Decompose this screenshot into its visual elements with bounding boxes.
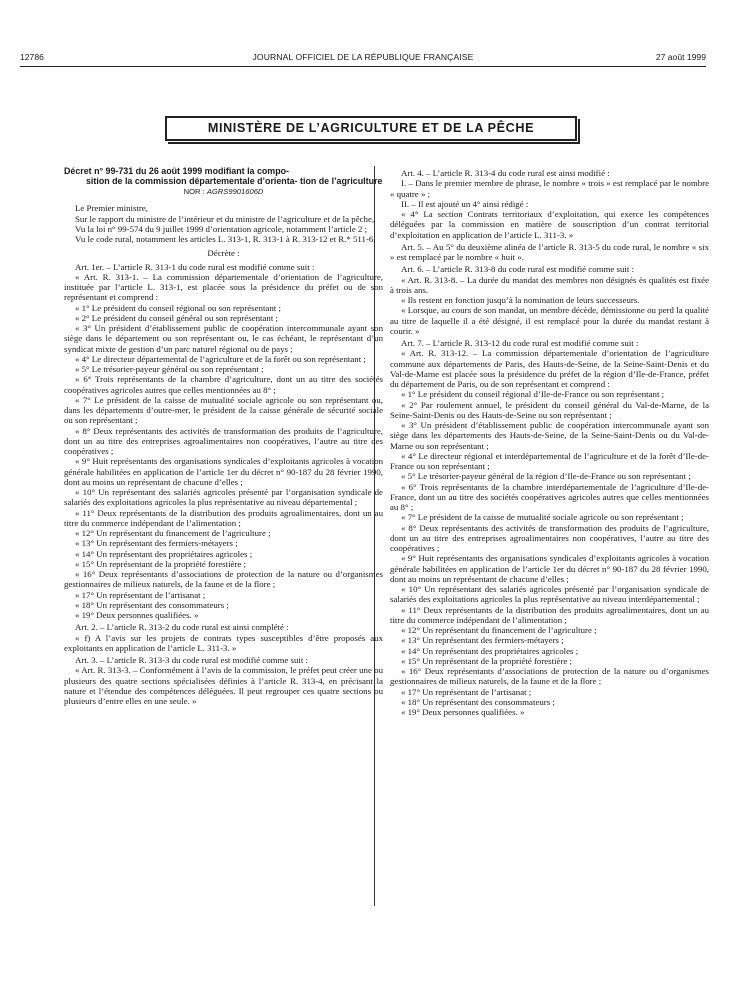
left-body — [64, 203, 383, 706]
paragraph: « 2° Par roulement annuel, le président du conseil général du Val-de-Marne, de la Seine-Saint-Denis ou des Hauts-de-Seine ou son représentant ; — [390, 399, 709, 420]
paragraph: « Ils restent en fonction jusqu’à la nomination de leurs successeurs. — [401, 295, 640, 305]
paragraph: « 15° Un représentant de la propriété forestière ; — [75, 558, 247, 569]
paragraph: « 16° Deux représentants d’associations de protection de la nature ou d’organismes gestionnaires de milieux naturels, de la faune et de la flore ; — [64, 569, 383, 590]
paragraph: « 14° Un représentant des propriétaires agricoles ; — [401, 645, 579, 656]
page-header — [20, 52, 706, 64]
paragraph: « 4° Le directeur départemental de l’agriculture et de la forêt ou son représentant ; — [75, 353, 366, 364]
paragraph: « 7° Le président de la caisse de mutualité sociale agricole ou son représentant ou, dans les départements d’outre-mer, le président de la caisse générale de sécurité sociale ou son représentant ; — [64, 394, 383, 426]
paragraph: « 19° Deux personnes qualifiées. » — [401, 707, 525, 717]
paragraph: Art. 1er. – L’article R. 313-1 du code rural est modifié comme suit : — [75, 261, 315, 272]
paragraph: « 17° Un représentant de l’artisanat ; — [401, 686, 532, 697]
paragraph: « 18° Un représentant des consommateurs ; — [75, 599, 229, 610]
paragraph: II. – Il est ajouté un 4° ainsi rédigé : — [401, 198, 529, 209]
paragraph: « 19° Deux personnes qualifiées. » — [75, 610, 199, 621]
paragraph: « 13° Un représentant des fermiers-métayers ; — [75, 538, 238, 549]
paragraph: « 15° Un représentant de la propriété forestière ; — [401, 655, 573, 666]
paragraph: « 9° Huit représentants des organisations syndicales d’exploitants agricoles à vocation générale habilitées en application de l’article 1er du décret n° 90-187 du 28 février 1990, dont au moins un représentant de chacune d’elles ; — [64, 456, 383, 487]
paragraph: « 10° Un représentant des salariés agricoles présenté par l’organisation syndicale de salariés des exploitations agricoles la plus représentative au niveau interdépartemental ; — [390, 584, 709, 605]
paragraph: « 11° Deux représentants de la distribution des produits agroalimentaires, dont un au titre du commerce indépendant de l’alimentation ; — [64, 507, 383, 528]
decree-title-line1: Décret n° 99-731 du 26 août 1999 modifiant la compo- — [64, 166, 289, 176]
nor-reference — [64, 187, 383, 197]
decree-title — [64, 167, 383, 186]
paragraph: « 5° Le trésorier-payeur général de la région d’Ile-de-France ou son représentant ; — [401, 471, 691, 482]
paragraph: « 1° Le président du conseil régional d’Ile-de-France ou son représentant ; — [401, 389, 665, 400]
paragraph: Art. 7. – L’article R. 313-12 du code rural est modifié comme suit : — [401, 338, 639, 348]
paragraph: « 9° Huit représentants des organisations syndicales d’exploitants agricoles à vocation générale habilitées en application de l’article 1er du décret n° 90-187 du 28 février 1990, dont au moins un représentant de chacune d’elles ; — [390, 553, 709, 584]
paragraph: « 1° Le président du conseil régional ou son représentant ; — [75, 302, 281, 313]
paragraph: Art. 3. – L’article R. 313-3 du code rural est modifié comme suit : — [75, 655, 308, 666]
paragraph: « 6° Trois représentants de la chambre d’agriculture, dont un au titre des sociétés coopératives agricoles autres que celles mentionnées au 8° ; — [64, 374, 383, 395]
paragraph: Vu la loi n° 99-574 du 9 juillet 1999 d’orientation agricole, notamment l’article 2 ; — [75, 223, 368, 234]
header-rule — [20, 66, 706, 67]
paragraph: « 11° Deux représentants de la distribution des produits agroalimentaires, dont un au titre du commerce indépendant de l’alimentation ; — [390, 604, 709, 625]
paragraph: « 7° Le président de la caisse de mutualité sociale agricole ou son représentant ; — [401, 512, 684, 523]
page-number: 12786 — [20, 52, 44, 62]
paragraph: « 6° Trois représentants de la chambre interdépartementale de l’agriculture d’Ile-de-France, dont un au titre des sociétés coopératives agricoles autres que celles mentionnées au 8° ; — [390, 481, 709, 512]
paragraph: Sur le rapport du ministre de l’intérieur et du ministre de l’agriculture et de la pêche, — [75, 213, 375, 224]
paragraph: Le Premier ministre, — [75, 203, 148, 214]
paragraph: « 13° Un représentant des fermiers-métayers ; — [401, 635, 564, 646]
paragraph: « 10° Un représentant des salariés agricoles présenté par l’organisation syndicale de salariés des exploitations agricoles la plus représentative au niveau départemental ; — [64, 487, 383, 508]
paragraph: « Lorsque, au cours de son mandat, un membre décède, démissionne ou perd la qualité au titre de laquelle il a été désigné, il est remplacé pour la durée du mandat restant à courir. » — [390, 305, 709, 336]
paragraph: Décrète : — [207, 248, 240, 259]
ministry-banner: MINISTÈRE DE L’AGRICULTURE ET DE LA PÊCHE — [165, 116, 577, 141]
paragraph: « 4° Le directeur régional et interdépartemental de l’agriculture et de la forêt d’Ile-de-France ou son représentant ; — [390, 450, 709, 471]
paragraph: « f) A l’avis sur les projets de contrats types susceptibles d’être proposés aux exploitants en application de l’article L. 311-3. » — [64, 632, 383, 653]
paragraph: Art. 4. – L’article R. 313-4 du code rural est ainsi modifié : — [401, 168, 610, 178]
paragraph: « 3° Un président d’établissement public de coopération intercommunale ayant son siège dans les départements des Hauts-de-Seine, de la Seine-Saint-Denis ou du Val-de-Marne ou son représentant ; — [390, 420, 709, 451]
left-column — [64, 167, 383, 706]
right-column — [390, 166, 709, 717]
paragraph: « 14° Un représentant des propriétaires agricoles ; — [75, 548, 253, 559]
paragraph: « 17° Un représentant de l’artisanat ; — [75, 589, 206, 600]
paragraph: I. – Dans le premier membre de phrase, le nombre « trois » est remplacé par le nombre « quatre » ; — [390, 178, 709, 199]
paragraph: Vu le code rural, notamment les articles L. 313-1, R. 313-1 à R. 313-12 et R.* 511-6, — [75, 234, 376, 245]
nor-label: NOR : — [183, 187, 205, 197]
paragraph: « 12° Un représentant du financement de l’agriculture ; — [75, 528, 271, 539]
paragraph: « 12° Un représentant du financement de l’agriculture ; — [401, 625, 597, 635]
paragraph: « 5° Le trésorier-payeur général ou son représentant ; — [75, 364, 264, 375]
nor-code: AGRS9901606D — [206, 187, 264, 197]
paragraph: « Art. R. 313-8. – La durée du mandat des membres non désignés ès qualités est fixée à trois ans. — [390, 274, 709, 295]
right-body — [390, 168, 709, 717]
decree-title-cont: sition de la commission départementale d’orienta- tion de l’agriculture — [86, 175, 383, 186]
paragraph: « 8° Deux représentants des activités de transformation des produits de l’agriculture, dont un au titre des entreprises agroalimentaires non coopératives, l’autre au titre des coopératives ; — [390, 522, 709, 553]
paragraph: « 18° Un représentant des consommateurs ; — [401, 696, 555, 707]
journal-title: JOURNAL OFFICIEL DE LA RÉPUBLIQUE FRANÇAISE — [252, 52, 474, 62]
paragraph: « 8° Deux représentants des activités de transformation des produits de l’agriculture, dont un au titre des entreprises agroalimentaires non coopératives, l’autre au titre des coopératives ; — [64, 425, 383, 457]
paragraph: « 2° Le président du conseil général ou son représentant ; — [75, 312, 278, 323]
paragraph: « Art. R. 313-1. – La commission départementale d’orientation de l’agriculture, instituée par l’article L. 313-1, est placée sous la présidence du préfet ou de son représentant et comprend : — [64, 271, 383, 303]
paragraph: Art. 6. – L’article R. 313-8 du code rural est modifié comme suit : — [401, 264, 634, 275]
paragraph: « Art. R. 313-12. – La commission départementale d’orientation de l’agriculture commune aux départements de Paris, des Hauts-de-Seine, de la Seine-Saint-Denis et du Val-de-Marne est placée sous la présidence du préfet de la région d’Ile-de-France, préfet du département de Paris, ou de son représentant et comprend : — [390, 348, 709, 389]
paragraph: « 16° Deux représentants d’associations de protection de la nature ou d’organismes gestionnaires de milieux naturels, de la faune et de la flore ; — [390, 666, 709, 687]
paragraph: Art. 2. – L’article R. 313-2 du code rural est ainsi complété : — [75, 622, 289, 633]
paragraph: Art. 5. – Au 5° du deuxième alinéa de l’article R. 313-5 du code rural, le nombre « six » est remplacé par le nombre « huit ». — [390, 241, 709, 262]
paragraph: « 3° Un président d’établissement public de coopération intercommunale ayant son siège dans le département ou son représentant ou, le cas échéant, le représentant d’un syndicat mixte de gestion d’un parc naturel régional ou de pays ; — [64, 323, 383, 354]
paragraph: « 4° La section Contrats territoriaux d’exploitation, qui exerce les compétences déléguées par la commission en matière de souscription d’un contrat territorial d’exploitation en application de l’article L. 311-3. » — [390, 209, 709, 240]
paragraph: « Art. R. 313-3. – Conformément à l’avis de la commission, le préfet peut créer une ou plusieurs des quatre sections spécialisées définies à l’article R. 313-4, en précisant la nature et l’étendue des compétences déléguées. Il peut regrouper ces quatre sections ou plusieurs d’entre elles en une seule. » — [64, 665, 383, 707]
issue-date: 27 août 1999 — [655, 52, 706, 62]
